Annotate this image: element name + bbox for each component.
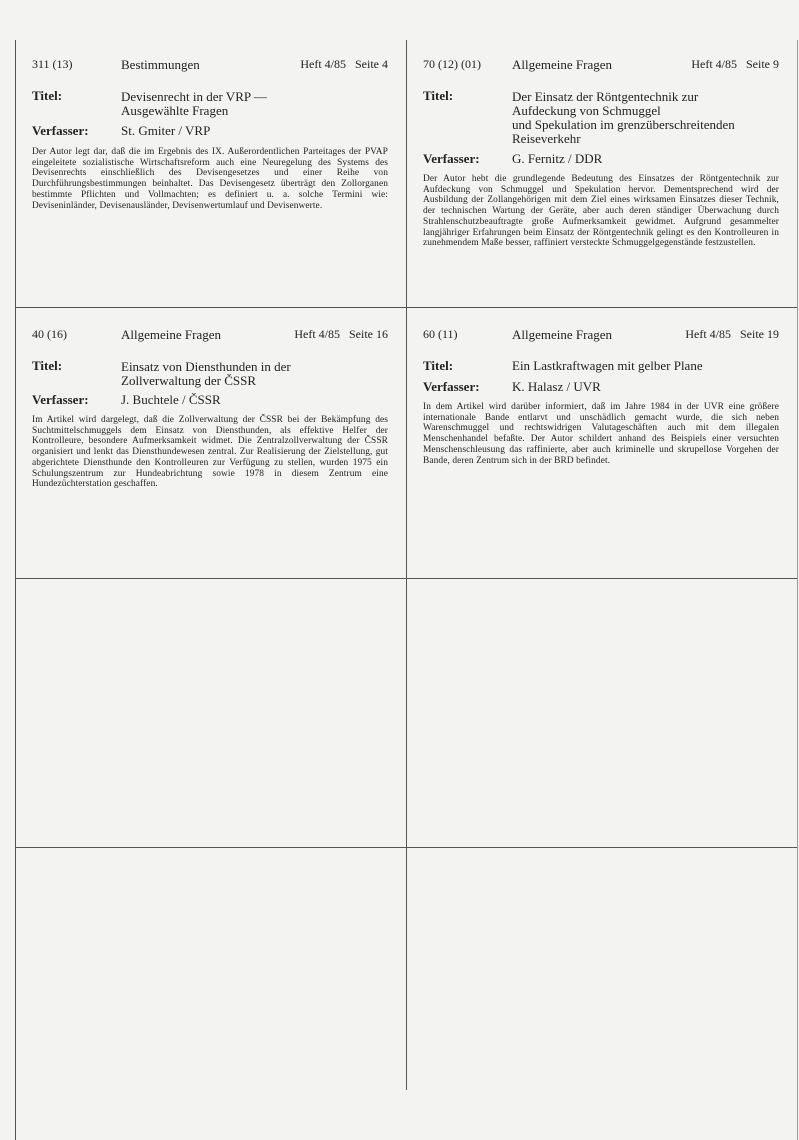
card-abstract: Im Artikel wird dargelegt, daß die Zollverwaltung der ČSSR bei der Bekämpfung des Suchtmittelschmuggels dem Einsatz von Diensthunden, als effektive Helfer der Kontrolleure, besondere Aufmerksamkeit widmet. Die Zentralzollverwaltung der ČSSR organisiert und lenkt das Diensthundewesen zentral. Zur Realisierung der Zielstellung, gut abgerichtete Diensthunde den Kontrolleuren zur Verfügung zu stellen, wurden 1975 ein Schulungszentrum zur Hundeabrichtung sowie 1978 in diesem Zentrum eine Hundezüchterstation geschaffen. <box>32 415 388 490</box>
card-seite: Seite 19 <box>740 327 779 341</box>
titel-line: Reiseverkehr <box>512 131 581 146</box>
card-abstract: Der Autor hebt die grundlegende Bedeutung des Einsatzes der Röntgentechnik zur Aufdeckung von Schmuggel und Spekulation hervor. Dementsprechend wird der Ausbildung der Zollangehörigen mit dem Ziel eines wirksamen Einsatzes dieser Technik, der technischen Wartung der Geräte, aber auch deren ständiger Überwachung durch Strahlenschutzbeauftragte große Aufmerksamkeit gewidmet. Aufgrund gesammelter langjähriger Erfahrungen beim Einsatz der Röntgentechnik gelingt es den Kontrolleuren in zunehmendem Maße besser, raffiniert versteckte Schmuggelgegenstände festzustellen. <box>423 174 779 249</box>
titel-label: Titel: <box>423 358 454 373</box>
empty-card-8 <box>407 848 797 1128</box>
titel-label: Titel: <box>32 358 63 373</box>
card-seite: Seite 16 <box>349 327 388 341</box>
card-code: 311 (13) <box>32 57 73 71</box>
titel-line: und Spekulation im grenzüberschreitenden <box>512 117 735 132</box>
index-card-2 <box>423 57 779 297</box>
titel-label: Titel: <box>423 88 454 103</box>
verfasser-value: J. Buchtele / ČSSR <box>121 392 221 407</box>
titel-label: Titel: <box>32 88 63 103</box>
verfasser-label: Verfasser: <box>423 379 480 394</box>
empty-card-5 <box>16 579 406 847</box>
card-heft: Heft 4/85 <box>691 57 737 71</box>
card-header <box>32 327 388 345</box>
card-code: 70 (12) (01) <box>423 57 481 71</box>
card-issue-page <box>300 57 388 72</box>
verfasser-label: Verfasser: <box>32 392 89 407</box>
index-card-4 <box>423 327 779 567</box>
card-issue-page <box>685 327 779 342</box>
card-seite: Seite 4 <box>355 57 388 71</box>
verfasser-value: K. Halasz / UVR <box>512 379 601 394</box>
empty-card-7 <box>16 848 406 1128</box>
index-card-3 <box>32 327 388 567</box>
card-abstract: In dem Artikel wird darüber informiert, daß im Jahre 1984 in der UVR eine größere internationale Bande entlarvt und unschädlich gemacht wurde, die sich neben Warenschmuggel und rechtswidrigen Valutageschäften auch mit dem illegalen Menschenhandel befaßte. Der Autor schildert anhand des Beispiels einer versuchten Menschenschleusung das raffinierte, aber auch kriminelle und skrupellose Vorgehen der Bande, deren Zentrum sich in der BRD befindet. <box>423 402 779 466</box>
card-heft: Heft 4/85 <box>294 327 340 341</box>
card-rubric: Bestimmungen <box>121 57 200 72</box>
card-code: 40 (16) <box>32 327 67 341</box>
empty-card-6 <box>407 579 797 847</box>
card-issue-page <box>294 327 388 342</box>
titel-line: Aufdeckung von Schmuggel <box>512 103 661 118</box>
titel-line: Ein Lastkraftwagen mit gelber Plane <box>512 358 703 373</box>
verfasser-label: Verfasser: <box>423 151 480 166</box>
titel-line: Ausgewählte Fragen <box>121 103 229 118</box>
card-issue-page <box>691 57 779 72</box>
card-code: 60 (11) <box>423 327 458 341</box>
card-rubric: Allgemeine Fragen <box>512 327 612 342</box>
card-rubric: Allgemeine Fragen <box>121 327 221 342</box>
titel-line: Devisenrecht in der VRP — <box>121 89 267 104</box>
verfasser-value: G. Fernitz / DDR <box>512 151 603 166</box>
card-header <box>423 327 779 345</box>
row-divider-1 <box>15 307 797 308</box>
titel-value <box>121 360 291 388</box>
right-edge-line <box>797 40 798 1140</box>
card-abstract: Der Autor legt dar, daß die im Ergebnis des IX. Außerordentlichen Parteitages der PVAP eingeleitete sozialistische Wirtschaftsreform auch eine Neuregelung des Systems des Devisenrechts einschließlich des Devisengesetzes und einer Reihe von Durchführungsbestimmungen beinhaltet. Das Devisengesetz überträgt den Zollorganen bestimmte Pflichten und Vollmachten; es definiert u. a. solche Termini wie: Deviseninländer, Devisenausländer, Devisenwertumlauf und Devisenwerte. <box>32 147 388 211</box>
titel-line: Zollverwaltung der ČSSR <box>121 373 257 388</box>
card-heft: Heft 4/85 <box>685 327 731 341</box>
card-header <box>423 57 779 75</box>
verfasser-value: St. Gmiter / VRP <box>121 123 211 138</box>
card-header <box>32 57 388 75</box>
card-seite: Seite 9 <box>746 57 779 71</box>
titel-value <box>512 359 703 373</box>
index-card-1 <box>32 57 388 297</box>
titel-line: Einsatz von Diensthunden in der <box>121 359 291 374</box>
titel-line: Der Einsatz der Röntgentechnik zur <box>512 89 699 104</box>
titel-value <box>121 90 267 118</box>
titel-value <box>512 90 735 146</box>
card-heft: Heft 4/85 <box>300 57 346 71</box>
verfasser-label: Verfasser: <box>32 123 89 138</box>
card-rubric: Allgemeine Fragen <box>512 57 612 72</box>
